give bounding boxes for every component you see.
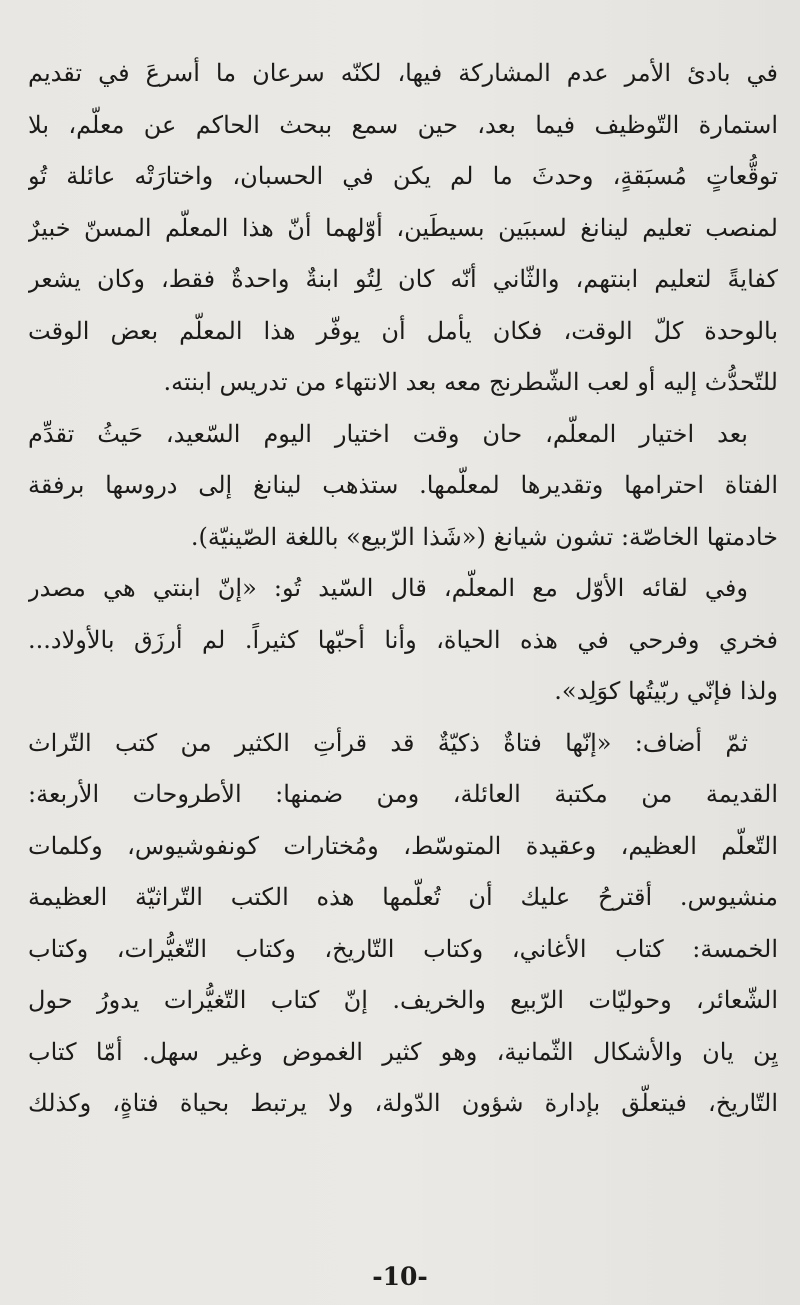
body-text bbox=[28, 48, 778, 1130]
text-line: للتّحدُّث إليه أو لعب الشّطرنج معه بعد الانتهاء من تدريس ابنته. bbox=[163, 368, 778, 396]
text-line: لمنصب تعليم لينانغ لسببَين بسيطَين، أوّلهما أنّ هذا المعلّم المسنّ خبيرٌ bbox=[28, 213, 778, 242]
text-line: في بادئ الأمر عدم المشاركة فيها، لكنّه سرعان ما أسرعَ في تقديم bbox=[28, 59, 778, 87]
text-line: استمارة التّوظيف فيما بعد، حين سمع ببحث الحاكم عن معلّم، بلا bbox=[28, 110, 778, 139]
text-line: الشّعائر، وحوليّات الرّبيع والخريف. إنّ كتاب التّغيُّرات يدورُ حول bbox=[28, 986, 778, 1014]
text-line: التّعلّم العظيم، وعقيدة المتوسّط، ومُختارات كونفوشيوس، وكلمات bbox=[28, 831, 778, 860]
text-line: بعد اختيار المعلّم، حان وقت اختيار اليوم السّعيد، حَيثُ تقدِّم bbox=[28, 419, 748, 448]
text-line: كفايةً لتعليم ابنتهم، والثّاني أنّه كان لِتُو ابنةٌ واحدةٌ فقط، وكان يشعر bbox=[28, 265, 778, 293]
text-line: توقُّعاتٍ مُسبَقةٍ، وحدثَ ما لم يكن في الحسبان، واختارَتْه عائلة تُو bbox=[28, 162, 778, 190]
text-line: بالوحدة كلّ الوقت، فكان يأمل أن يوفّر هذا المعلّم بعض الوقت bbox=[28, 316, 778, 345]
text-line: وفي لقائه الأوّل مع المعلّم، قال السّيد تُو: «إنّ ابنتي هي مصدر bbox=[28, 574, 748, 602]
text-line: فخري وفرحي في هذه الحياة، وأنا أحبّها كثيراً. لم أرزَق بالأولاد... bbox=[28, 625, 778, 654]
text-line: يِن يان والأشكال الثّمانية، وهو كثير الغموض وغير سهل. أمّا كتاب bbox=[28, 1037, 778, 1066]
text-line: القديمة من مكتبة العائلة، ومن ضمنها: الأطروحات الأربعة: bbox=[28, 780, 778, 808]
text-line: الفتاة احترامها وتقديرها لمعلّمها. ستذهب لينانغ إلى دروسها برفقة bbox=[28, 471, 778, 499]
page-number: -10- bbox=[372, 1262, 428, 1291]
text-line: خادمتها الخاصّة: تشون شيانغ («شَذا الرّبيع» باللغة الصّينيّة). bbox=[190, 522, 778, 551]
text-line: ثمّ أضاف: «إنّها فتاةٌ ذكيّةٌ قد قرأتِ الكثير من كتب التّراث bbox=[28, 728, 748, 757]
text-line: منشيوس. أقترحُ عليك أن تُعلّمها هذه الكتب التّراثيّة العظيمة bbox=[28, 883, 778, 911]
text-line: ولذا فإنّي ربّيتُها كوَلِد». bbox=[554, 677, 778, 705]
text-line: التّاريخ، فيتعلّق بإدارة شؤون الدّولة، ولا يرتبط بحياة فتاةٍ، وكذلك bbox=[28, 1089, 778, 1117]
text-line: الخمسة: كتاب الأغاني، وكتاب التّاريخ، وكتاب التّغيُّرات، وكتاب bbox=[28, 934, 778, 963]
